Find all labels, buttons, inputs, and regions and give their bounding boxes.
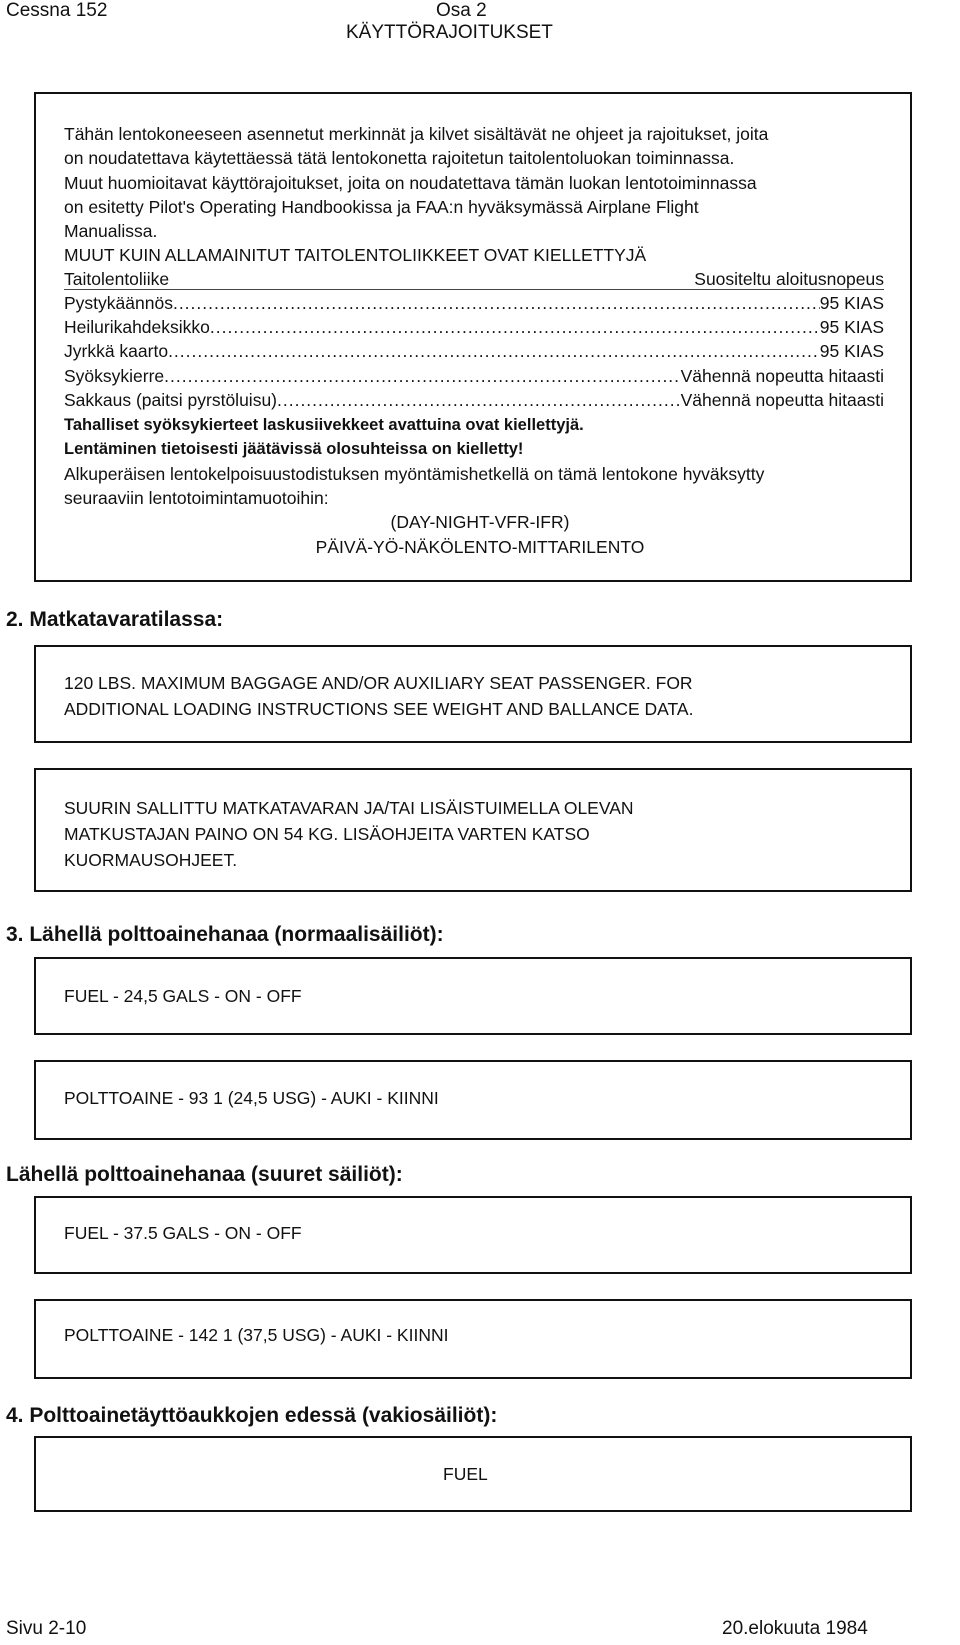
baggage-fi-line-2: MATKUSTAJAN PAINO ON 54 KG. LISÄOHJEITA VARTEN KATSO [64, 824, 590, 844]
maneuver-name: Heilurikahdeksikko [64, 317, 210, 337]
maneuver-speed: 95 KIAS [819, 317, 884, 337]
maneuver-name: Pystykäännös [64, 293, 173, 313]
intro-line-5: Manualissa. [64, 221, 158, 241]
maneuver-row [64, 291, 884, 315]
section-4-title: 4. Polttoainetäyttöaukkojen edessä (vakiosäiliöt): [6, 1404, 498, 1427]
page-number: Sivu 2-10 [6, 1618, 87, 1639]
speed-column-header: Suositeltu aloitusnopeus [694, 269, 884, 289]
fuel-large-fi-text: POLTTOAINE - 142 1 (37,5 USG) - AUKI - KIINNI [64, 1325, 449, 1345]
fuel-standard-fi-text: POLTTOAINE - 93 1 (24,5 USG) - AUKI - KIINNI [64, 1088, 439, 1108]
spin-flaps-prohibition: Tahalliset syöksykierteet laskusiivekkeet avattuina ovat kiellettyjä. [64, 416, 584, 434]
maneuver-name: Syöksykierre [64, 366, 165, 386]
intro-line-3: Muut huomioitavat käyttörajoitukset, joita on noudatettava tämän luokan lentotoiminnassa [64, 173, 757, 193]
intro-line-2: on noudatettava käytettäessä tätä lentokonetta rajoitetun taitolentoluokan toiminnassa. [64, 148, 735, 168]
maneuver-row [64, 315, 884, 339]
fuel-large-en-text: FUEL - 37.5 GALS - ON - OFF [64, 1223, 302, 1243]
maneuver-row [64, 364, 884, 388]
maneuver-table-header [64, 267, 884, 290]
maneuver-speed: 95 KIAS [819, 293, 884, 313]
dot-leader [173, 291, 820, 315]
dot-leader [210, 315, 820, 339]
certificate-line-1: Alkuperäisen lentokelpoisuustodistuksen myöntämishetkellä on tämä lentokone hyväksytty [64, 464, 765, 484]
maneuver-row [64, 388, 884, 412]
operations-finnish: PÄIVÄ-YÖ-NÄKÖLENTO-MITTARILENTO [315, 537, 645, 557]
intro-line-4: on esitetty Pilot's Operating Handbookissa ja FAA:n hyväksymässä Airplane Flight [64, 197, 699, 217]
baggage-fi-line-3: KUORMAUSOHJEET. [64, 850, 238, 870]
certificate-line-2: seuraaviin lentotoimintamuotoihin: [64, 488, 329, 508]
maneuver-row [64, 339, 884, 363]
maneuver-name: Sakkaus (paitsi pyrstöluisu) [64, 390, 277, 410]
maneuver-speed: 95 KIAS [819, 341, 884, 361]
header-section: Osa 2 [436, 0, 487, 21]
revision-date: 20.elokuuta 1984 [722, 1618, 868, 1639]
fuel-standard-en-text: FUEL - 24,5 GALS - ON - OFF [64, 986, 302, 1006]
baggage-en-line-1: 120 LBS. MAXIMUM BAGGAGE AND/OR AUXILIARY SEAT PASSENGER. FOR [64, 673, 693, 693]
header-aircraft: Cessna 152 [6, 0, 108, 21]
maneuver-speed: Vähennä nopeutta hitaasti [680, 366, 884, 386]
page-title: KÄYTTÖRAJOITUKSET [346, 22, 553, 43]
large-tanks-title: Lähellä polttoainehanaa (suuret säiliöt): [6, 1163, 403, 1186]
baggage-fi-line-1: SUURIN SALLITTU MATKATAVARAN JA/TAI LISÄISTUIMELLA OLEVAN [64, 798, 634, 818]
operations-english: (DAY-NIGHT-VFR-IFR) [390, 512, 570, 532]
icing-prohibition: Lentäminen tietoisesti jäätävissä olosuhteissa on kielletty! [64, 440, 524, 458]
dot-leader [164, 364, 680, 388]
filler-text: FUEL [443, 1464, 488, 1484]
maneuver-speed: Vähennä nopeutta hitaasti [680, 390, 884, 410]
section-3-title: 3. Lähellä polttoainehanaa (normaalisäiliöt): [6, 923, 444, 946]
maneuver-name: Jyrkkä kaarto [64, 341, 169, 361]
intro-line-1: Tähän lentokoneeseen asennetut merkinnät ja kilvet sisältävät ne ohjeet ja rajoitukset, joita [64, 124, 769, 144]
maneuver-warning: MUUT KUIN ALLAMAINITUT TAITOLENTOLIIKKEET OVAT KIELLETTYJÄ [64, 245, 647, 265]
baggage-en-line-2: ADDITIONAL LOADING INSTRUCTIONS SEE WEIGHT AND BALLANCE DATA. [64, 699, 694, 719]
section-2-title: 2. Matkatavaratilassa: [6, 608, 224, 631]
dot-leader [277, 388, 681, 412]
dot-leader [168, 339, 820, 363]
maneuver-column-header: Taitolentoliike [64, 269, 170, 289]
